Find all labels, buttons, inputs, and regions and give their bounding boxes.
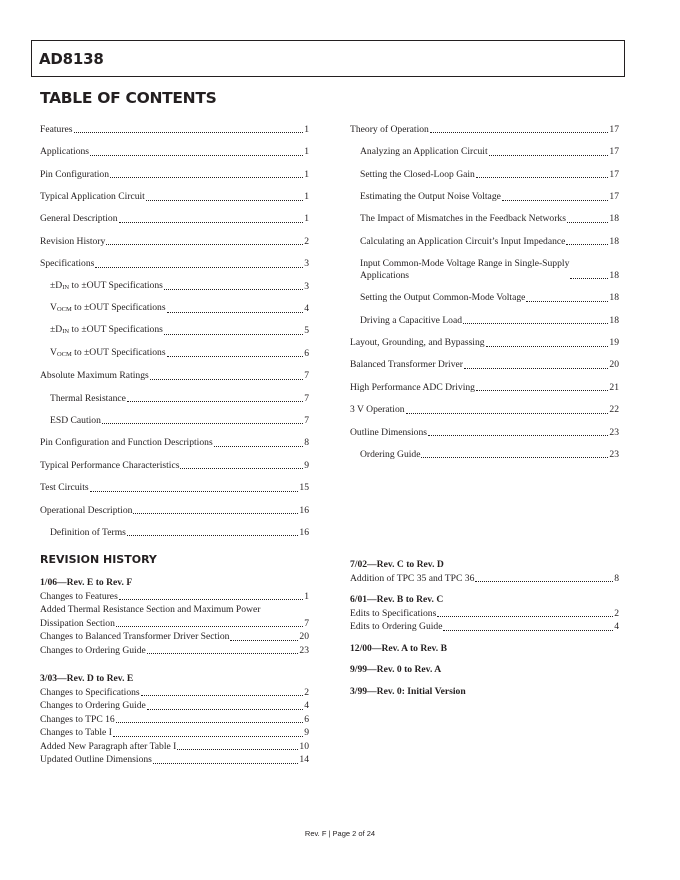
toc-entry[interactable]: Specifications 3	[40, 258, 309, 270]
toc-entry[interactable]: The Impact of Mismatches in the Feedback Networks 18	[360, 213, 619, 225]
toc-entry[interactable]: Typical Performance Characteristics 9	[40, 459, 309, 471]
toc-entry[interactable]: Layout, Grounding, and Bypassing 19	[350, 337, 619, 349]
toc-entry[interactable]: Ordering Guide 23	[360, 448, 619, 460]
toc-entry[interactable]: Input Common-Mode Voltage Range in Single-Supply Applications 18	[360, 258, 619, 281]
revision-heading: 1/06—Rev. E to Rev. F	[40, 577, 133, 588]
toc-entry[interactable]: Setting the Output Common-Mode Voltage 18	[360, 292, 619, 304]
toc-entry[interactable]: Operational Description 16	[40, 504, 309, 516]
revision-item: Updated Outline Dimensions 14	[40, 754, 309, 765]
revision-item: Changes to TPC 16 6	[40, 713, 309, 725]
revision-item: Added New Paragraph after Table I 10	[40, 740, 309, 752]
revision-heading: 9/99—Rev. 0 to Rev. A	[350, 664, 442, 675]
revision-item: Edits to Ordering Guide 4	[350, 621, 619, 632]
toc-entry[interactable]: Estimating the Output Noise Voltage 17	[360, 191, 619, 203]
revision-item: Changes to Features 1	[40, 590, 309, 602]
revision-heading: 12/00—Rev. A to Rev. B	[350, 642, 448, 654]
revision-item: Changes to Balanced Transformer Driver Section 20	[40, 631, 309, 642]
toc-entry[interactable]: Thermal Resistance 7	[50, 392, 309, 404]
header-box	[31, 40, 625, 77]
toc-entry[interactable]: VOCM to ±OUT Specifications 6	[50, 346, 309, 359]
revision-history-title: REVISION HISTORY	[40, 553, 157, 566]
toc-entry[interactable]: Setting the Closed-Loop Gain 17	[360, 168, 619, 180]
toc-entry[interactable]: Absolute Maximum Ratings 7	[40, 370, 309, 382]
page-footer: Rev. F | Page 2 of 24	[304, 829, 376, 838]
toc-entry[interactable]: Features 1	[40, 123, 309, 135]
toc-entry[interactable]: Analyzing an Application Circuit 17	[360, 146, 619, 158]
toc-entry[interactable]: Theory of Operation 17	[350, 123, 619, 135]
toc-entry[interactable]: Pin Configuration 1	[40, 168, 309, 180]
part-number: AD8138	[39, 50, 104, 68]
revision-history-right	[350, 558, 619, 698]
toc-entry[interactable]: General Description 1	[40, 213, 309, 225]
toc-entry[interactable]: Driving a Capacitive Load 18	[360, 314, 619, 326]
revision-item: Edits to Specifications 2	[350, 607, 619, 619]
toc-entry[interactable]: ±DIN to ±OUT Specifications 3	[50, 279, 309, 292]
revision-history-left	[40, 576, 309, 767]
revision-item: Changes to Table I 9	[40, 727, 309, 738]
toc-entry[interactable]: Balanced Transformer Driver 20	[350, 359, 619, 371]
toc-entry[interactable]: Revision History 2	[40, 235, 309, 247]
revision-item: Dissipation Section 7	[40, 617, 309, 629]
toc-title: TABLE OF CONTENTS	[40, 89, 217, 107]
toc-entry[interactable]: VOCM to ±OUT Specifications 4	[50, 302, 309, 315]
revision-heading: 3/03—Rev. D to Rev. E	[40, 673, 134, 684]
toc-entry[interactable]: Calculating an Application Circuit’s Input Impedance 18	[360, 235, 619, 247]
revision-item: Changes to Ordering Guide 23	[40, 644, 309, 656]
revision-item: Changes to Ordering Guide 4	[40, 700, 309, 711]
toc-entry[interactable]: Test Circuits 15	[40, 482, 309, 494]
toc-left-column	[40, 113, 309, 538]
toc-entry[interactable]: Pin Configuration and Function Descriptions 8	[40, 437, 309, 449]
toc-entry[interactable]: ±DIN to ±OUT Specifications 5	[50, 324, 309, 337]
revision-heading: 3/99—Rev. 0: Initial Version	[350, 685, 466, 697]
revision-heading: 6/01—Rev. B to Rev. C	[350, 594, 444, 605]
toc-entry[interactable]: Outline Dimensions 23	[350, 426, 619, 438]
toc-entry[interactable]: 3 V Operation 22	[350, 404, 619, 416]
toc-right-column	[350, 113, 619, 460]
revision-item: Changes to Specifications 2	[40, 686, 309, 698]
toc-entry[interactable]: Definition of Terms 16	[50, 526, 309, 538]
toc-entry[interactable]: Applications 1	[40, 146, 309, 158]
revision-item: Addition of TPC 35 and TPC 36 8	[350, 572, 619, 584]
revision-heading: 7/02—Rev. C to Rev. D	[350, 559, 444, 570]
toc-entry[interactable]: ESD Caution 7	[50, 414, 309, 426]
toc-entry[interactable]: High Performance ADC Driving 21	[350, 381, 619, 393]
revision-item: Added Thermal Resistance Section and Maximum Power	[40, 604, 261, 615]
toc-entry[interactable]: Typical Application Circuit 1	[40, 191, 309, 203]
